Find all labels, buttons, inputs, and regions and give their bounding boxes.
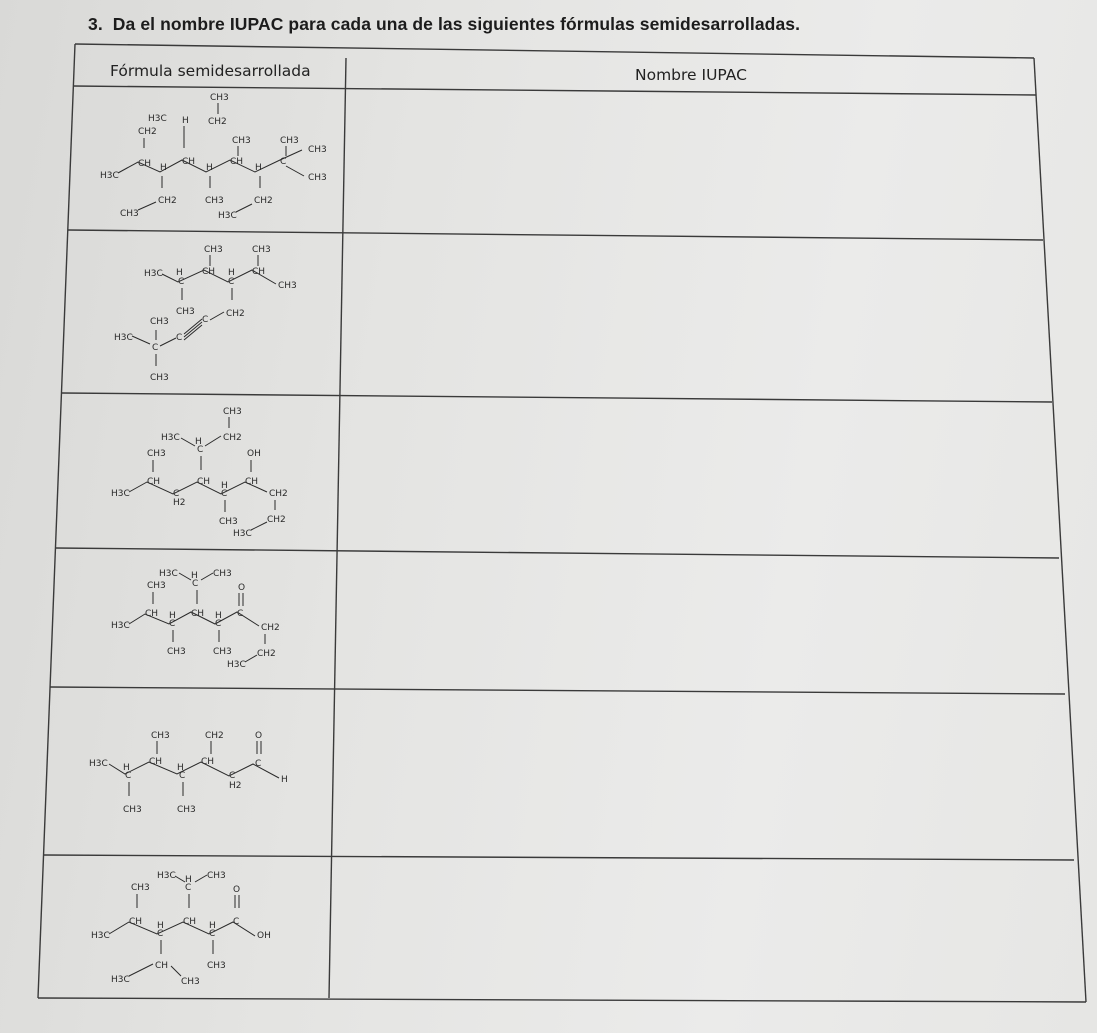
atom-label: C bbox=[176, 333, 183, 343]
atom-label: C bbox=[233, 917, 240, 927]
atom-label: CH bbox=[147, 477, 161, 487]
atom-label: CH3 bbox=[308, 145, 327, 155]
atom-label: H bbox=[215, 611, 222, 621]
atom-label: CH3 bbox=[120, 209, 139, 219]
atom-label: CH2 bbox=[158, 196, 177, 206]
atom-label: CH3 bbox=[205, 196, 224, 206]
atom-label: H3C bbox=[89, 759, 108, 769]
answer-cell-1[interactable] bbox=[360, 100, 1020, 225]
question-heading bbox=[88, 14, 800, 35]
atom-label: H bbox=[182, 116, 189, 126]
atom-label: CH3 bbox=[177, 805, 196, 815]
atom-label: CH3 bbox=[147, 581, 166, 591]
atom-label: CH bbox=[182, 157, 196, 167]
atom-label: H bbox=[228, 268, 235, 278]
answer-cell-5[interactable] bbox=[340, 698, 1040, 850]
atom-label: CH bbox=[183, 917, 197, 927]
atom-label: H bbox=[176, 268, 183, 278]
atom-label: H3C bbox=[114, 333, 133, 343]
atom-label: C bbox=[192, 579, 199, 589]
atom-label: H3C bbox=[111, 489, 130, 499]
atom-label: CH3 bbox=[151, 731, 170, 741]
atom-label: C bbox=[237, 609, 244, 619]
atom-label: H bbox=[177, 763, 184, 773]
atom-label: CH3 bbox=[181, 977, 200, 987]
structural-formula-3 bbox=[105, 404, 325, 544]
atom-label: C bbox=[280, 157, 287, 167]
structural-formula-1 bbox=[90, 88, 340, 228]
atom-label: C bbox=[229, 771, 236, 781]
answer-cell-4[interactable] bbox=[345, 562, 1035, 682]
atom-label: CH3 bbox=[147, 449, 166, 459]
structural-formula-5 bbox=[85, 726, 315, 826]
atom-label: CH3 bbox=[123, 805, 142, 815]
atom-label: H bbox=[185, 875, 192, 885]
atom-label: H2 bbox=[173, 498, 186, 508]
atom-label: C bbox=[173, 489, 180, 499]
atom-label: CH3 bbox=[278, 281, 297, 291]
atom-label: OH bbox=[257, 931, 271, 941]
structural-formula-4 bbox=[105, 560, 325, 685]
atom-label: H bbox=[195, 437, 202, 447]
atom-label: C bbox=[152, 343, 159, 353]
answer-cell-2[interactable] bbox=[355, 245, 1025, 390]
atom-label: H3C bbox=[111, 621, 130, 631]
atom-label: C bbox=[185, 883, 192, 893]
atom-label: H3C bbox=[157, 871, 176, 881]
atom-label: H bbox=[191, 571, 198, 581]
atom-label: CH3 bbox=[207, 871, 226, 881]
atom-label: CH3 bbox=[207, 961, 226, 971]
atom-label: CH bbox=[145, 609, 159, 619]
atom-label: CH3 bbox=[219, 517, 238, 527]
atom-label: CH bbox=[197, 477, 211, 487]
atom-label: C bbox=[228, 277, 235, 287]
atom-label: H3C bbox=[148, 114, 167, 124]
atom-label: C bbox=[179, 771, 186, 781]
atom-label: CH3 bbox=[150, 373, 169, 383]
atom-label: CH2 bbox=[208, 117, 227, 127]
structural-formula-2 bbox=[110, 240, 330, 390]
atom-label: CH2 bbox=[269, 489, 288, 499]
atom-label: CH bbox=[149, 757, 163, 767]
atom-label: H bbox=[206, 163, 213, 173]
atom-label: C bbox=[202, 315, 209, 325]
atom-label: H3C bbox=[144, 269, 163, 279]
atom-label: CH3 bbox=[204, 245, 223, 255]
atom-label: C bbox=[178, 277, 185, 287]
atom-label: CH3 bbox=[213, 569, 232, 579]
atom-label: H bbox=[157, 921, 164, 931]
atom-label: CH bbox=[230, 157, 244, 167]
atom-label: CH bbox=[191, 609, 205, 619]
atom-label: CH bbox=[252, 267, 266, 277]
atom-label: H3C bbox=[227, 660, 246, 670]
atom-label: C bbox=[169, 619, 176, 629]
atom-label: H3C bbox=[233, 529, 252, 539]
atom-label: H bbox=[160, 163, 167, 173]
atom-label: C bbox=[125, 771, 132, 781]
atom-label: C bbox=[197, 445, 204, 455]
atom-label: CH2 bbox=[138, 127, 157, 137]
atom-label: CH3 bbox=[176, 307, 195, 317]
atom-label: CH3 bbox=[308, 173, 327, 183]
atom-label: CH bbox=[155, 961, 169, 971]
atom-label: CH3 bbox=[223, 407, 242, 417]
atom-label: H bbox=[209, 921, 216, 931]
atom-label: H bbox=[169, 611, 176, 621]
atom-label: H3C bbox=[161, 433, 180, 443]
structural-formula-6 bbox=[85, 866, 315, 991]
atom-label: CH3 bbox=[167, 647, 186, 657]
atom-label: CH2 bbox=[223, 433, 242, 443]
atom-label: H3C bbox=[111, 975, 130, 985]
atom-label: CH2 bbox=[257, 649, 276, 659]
atom-label: H bbox=[255, 163, 262, 173]
atom-label: H3C bbox=[100, 171, 119, 181]
atom-label: CH2 bbox=[205, 731, 224, 741]
atom-label: CH bbox=[245, 477, 259, 487]
atom-label: CH3 bbox=[252, 245, 271, 255]
atom-label: H3C bbox=[159, 569, 178, 579]
answer-cell-6[interactable] bbox=[335, 865, 1055, 990]
question-number: 3. bbox=[88, 14, 103, 34]
atom-label: C bbox=[215, 619, 222, 629]
atom-label: H bbox=[281, 775, 288, 785]
atom-label: CH3 bbox=[213, 647, 232, 657]
atom-label: CH2 bbox=[254, 196, 273, 206]
atom-label: CH2 bbox=[226, 309, 245, 319]
atom-label: C bbox=[157, 929, 164, 939]
atom-label: O bbox=[238, 583, 246, 593]
atom-label: H3C bbox=[218, 211, 237, 221]
atom-label: CH3 bbox=[150, 317, 169, 327]
atom-label: H bbox=[123, 763, 130, 773]
atom-label: H3C bbox=[91, 931, 110, 941]
atom-label: OH bbox=[247, 449, 261, 459]
atom-label: CH2 bbox=[261, 623, 280, 633]
atom-label: CH3 bbox=[131, 883, 150, 893]
atom-label: CH3 bbox=[232, 136, 251, 146]
atom-label: CH bbox=[138, 159, 152, 169]
question-text: Da el nombre IUPAC para cada una de las siguientes fórmulas semidesarrolladas. bbox=[112, 14, 801, 34]
header-formula: Fórmula semidesarrollada bbox=[110, 62, 311, 80]
header-iupac-name: Nombre IUPAC bbox=[635, 66, 747, 84]
atom-label: O bbox=[255, 731, 263, 741]
atom-label: CH2 bbox=[267, 515, 286, 525]
atom-label: CH bbox=[202, 267, 216, 277]
atom-label: C bbox=[255, 759, 262, 769]
answer-cell-3[interactable] bbox=[350, 408, 1030, 543]
atom-label: CH bbox=[201, 757, 215, 767]
atom-label: CH3 bbox=[210, 93, 229, 103]
atom-label: C bbox=[221, 489, 228, 499]
atom-label: H2 bbox=[229, 781, 242, 791]
atom-label: CH3 bbox=[280, 136, 299, 146]
atom-label: C bbox=[209, 929, 216, 939]
atom-label: CH bbox=[129, 917, 143, 927]
atom-label: H bbox=[221, 481, 228, 491]
atom-label: O bbox=[233, 885, 241, 895]
